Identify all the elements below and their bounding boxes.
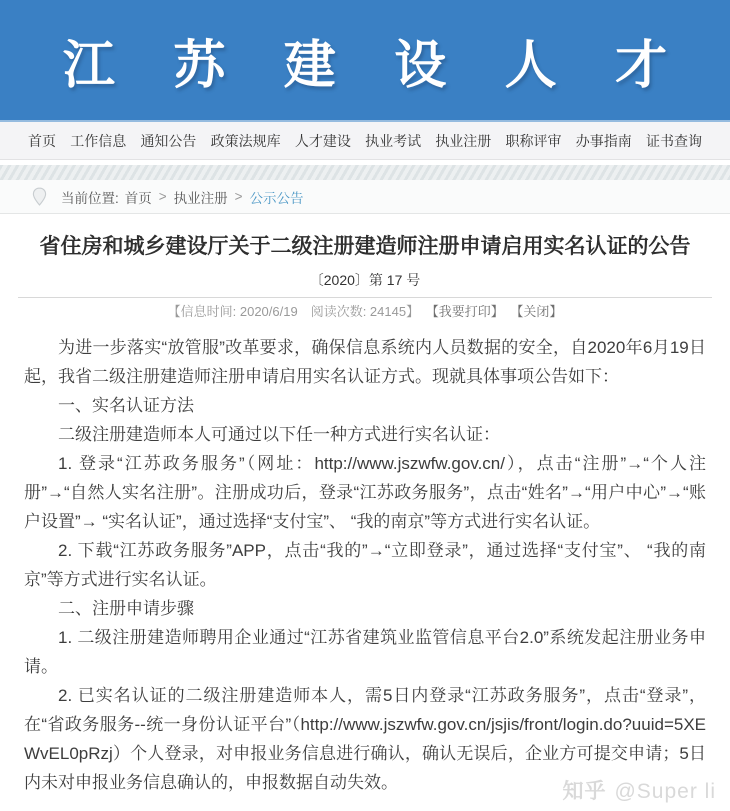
zhihu-logo: 知乎 <box>562 780 607 803</box>
paragraph-section-1-intro: 二级注册建造师本人可通过以下任一种方式进行实名认证： <box>58 425 500 445</box>
breadcrumb-home[interactable]: 首页 <box>124 190 152 206</box>
site-banner <box>0 0 730 122</box>
watermark-user: @Super li <box>614 780 716 803</box>
breadcrumb <box>0 180 730 214</box>
site-title: 江 苏 建 设 人 才 <box>62 36 690 95</box>
article-body <box>24 333 706 797</box>
nav-item-title-evaluation[interactable]: 职称评审 <box>505 132 562 149</box>
close-button[interactable]: 【关闭】 <box>510 304 563 320</box>
nav-item-work-info[interactable]: 工作信息 <box>70 132 127 149</box>
nav-item-service-guide[interactable]: 办事指南 <box>575 132 632 149</box>
print-button[interactable]: 【我要打印】 <box>425 304 504 320</box>
breadcrumb-registration[interactable]: 执业注册 <box>173 190 228 206</box>
breadcrumb-label: 当前位置: <box>61 190 119 206</box>
info-meta: 【信息时间: 2020/6/19 阅读次数: 24145】 <box>167 304 420 320</box>
paragraph-step-1: 1. 二级注册建造师聘用企业通过“江苏省建筑业监管信息平台2.0”系统发起注册业务申请。 <box>24 628 706 677</box>
paragraph-intro: 为进一步落实“放管服”改革要求，确保信息系统内人员数据的安全，自2020年6月19日起，我省二级注册建造师注册申请启用实名认证方式。现就具体事项公告如下： <box>24 338 706 387</box>
paragraph-method-1: 1. 登录“江苏政务服务”（网址：http://www.jszwfw.gov.cn/），点击“注册”→“个人注册”→“自然人实名注册”。注册成功后，登录“江苏政务服务”，点击“姓名”→“用户中心”→“账户设置”→ “实名认证”，通过选择“支付宝”、 “我的南京”等方式进行实名认证。 <box>24 454 706 532</box>
paragraph-method-2: 2. 下载“江苏政务服务”APP，点击“我的”→“立即登录”，通过选择“支付宝”、 “我的南京”等方式进行实名认证。 <box>24 541 706 590</box>
breadcrumb-separator: > <box>158 189 167 204</box>
nav-item-home[interactable]: 首页 <box>28 132 56 149</box>
breadcrumb-separator: > <box>234 189 243 204</box>
paragraph-section-1-heading: 一、实名认证方法 <box>58 396 194 416</box>
breadcrumb-announcements[interactable]: 公示公告 <box>249 190 304 206</box>
title-divider <box>18 297 712 298</box>
location-pin-icon <box>32 187 47 206</box>
nav-item-professional-exam[interactable]: 执业考试 <box>365 132 422 149</box>
nav-item-notices[interactable]: 通知公告 <box>140 132 197 149</box>
paragraph-step-2: 2. 已实名认证的二级注册建造师本人，需5日内登录“江苏政务服务”，点击“登录”，在“省政务服务--统一身份认证平台”（http://www.jszwfw.gov.cn/jsjis/front/login.do?uuid=5XEWvEL0pRzj）个人登录，对申报业务信息进行确认，确认无误后，企业方可提交申请；5日内未对申报业务信息确认的，申报数据自动失效。 <box>24 686 706 793</box>
nav-item-talent-development[interactable]: 人才建设 <box>294 132 351 149</box>
watermark <box>562 775 716 805</box>
paragraph-section-2-heading: 二、注册申请步骤 <box>58 599 194 619</box>
article <box>0 233 730 797</box>
decorative-stripes <box>0 165 730 180</box>
doc-number: 〔2020〕第 17 号 <box>309 272 421 289</box>
nav-item-professional-registration[interactable]: 执业注册 <box>435 132 492 149</box>
article-title: 省住房和城乡建设厅关于二级注册建造师注册申请启用实名认证的公告 <box>39 235 691 258</box>
main-nav <box>0 122 730 160</box>
nav-item-policy-library[interactable]: 政策法规库 <box>210 132 281 149</box>
nav-item-certificate-query[interactable]: 证书查询 <box>645 132 702 149</box>
info-bar <box>24 301 706 320</box>
